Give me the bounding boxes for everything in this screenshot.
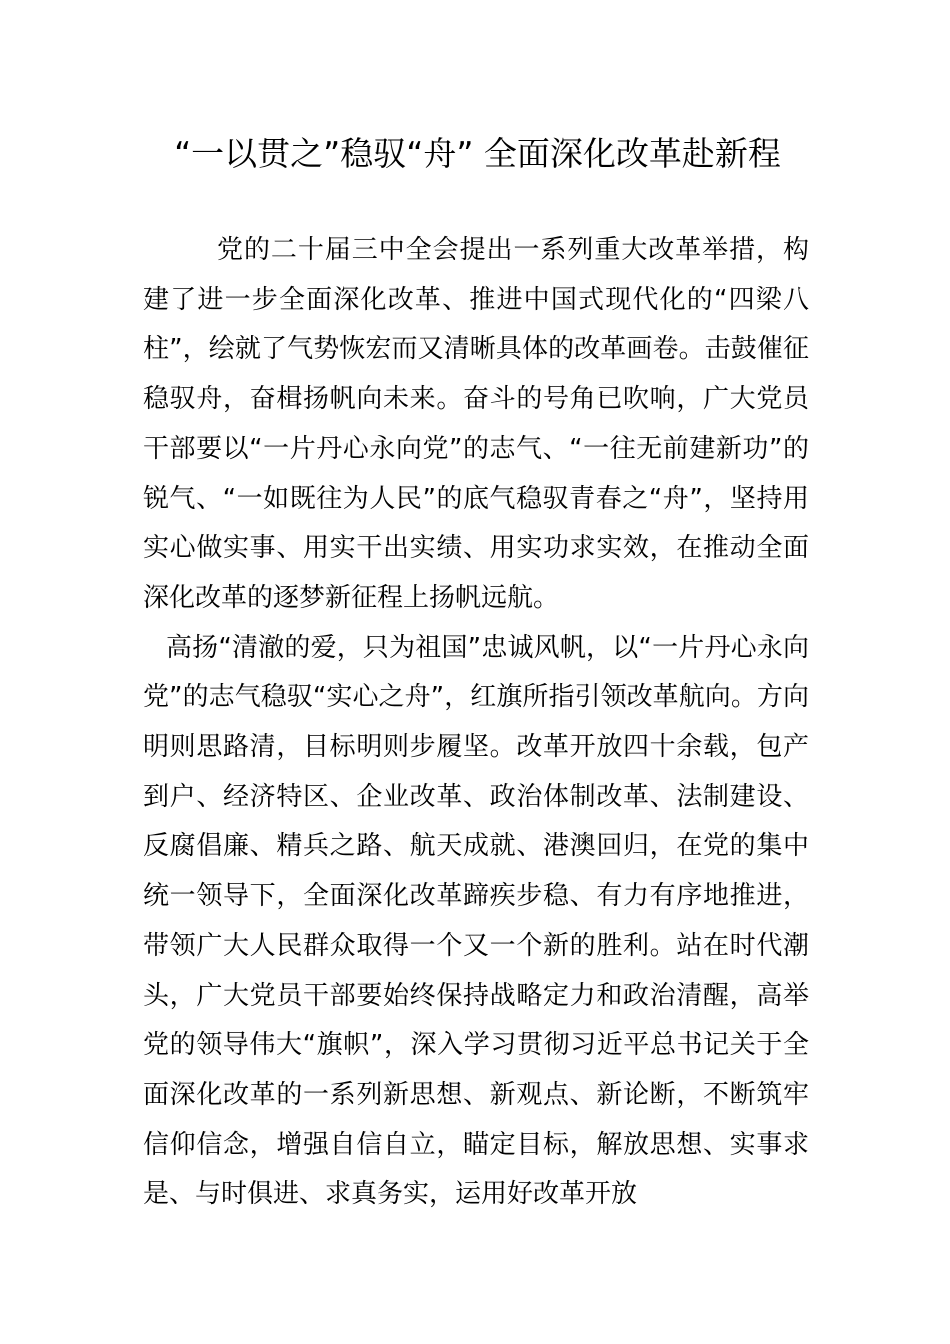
paragraph-loyalty: 高扬“清澈的爱，只为祖国”忠诚风帆，以“一片丹心永向党”的志气稳驭“实心之舟”，红旗所指引领改革航向。方向明则思路清，目标明则步履坚。改革开放四十余载，包产到户、经济特区、企业改革、政治体制改革、法制建设、反腐倡廉、精兵之路、航天成就、港澳回归，在党的集中统一领导下，全面深化改革蹄疾步稳、有力有序地推进，带领广大人民群众取得一个又一个新的胜利。站在时代潮头，广大党员干部要始终保持战略定力和政治清醒，高举党的领导伟大“旗帜”，深入学习贯彻习近平总书记关于全面深化改革的一系列新思想、新观点、新论断，不断筑牢信仰信念，增强自信自立，瞄定目标，解放思想、实事求是、与时俱进、求真务实，运用好改革开放 xyxy=(143,632,809,1210)
document-body xyxy=(143,226,809,1220)
paragraph-intro: 党的二十届三中全会提出一系列重大改革举措，构建了进一步全面深化改革、推进中国式现代化的“四梁八柱”，绘就了气势恢宏而又清晰具体的改革画卷。击鼓催征稳驭舟，奋楫扬帆向未来。奋斗的号角已吹响，广大党员干部要以“一片丹心永向党”的志气、“一往无前建新功”的锐气、“一如既往为人民”的底气稳驭青春之“舟”，坚持用实心做实事、用实干出实绩、用实功求实效，在推动全面深化改革的逐梦新征程上扬帆远航。 xyxy=(143,235,809,613)
document-title: “一以贯之”稳驭“舟” 全面深化改革赴新程 xyxy=(174,134,781,173)
